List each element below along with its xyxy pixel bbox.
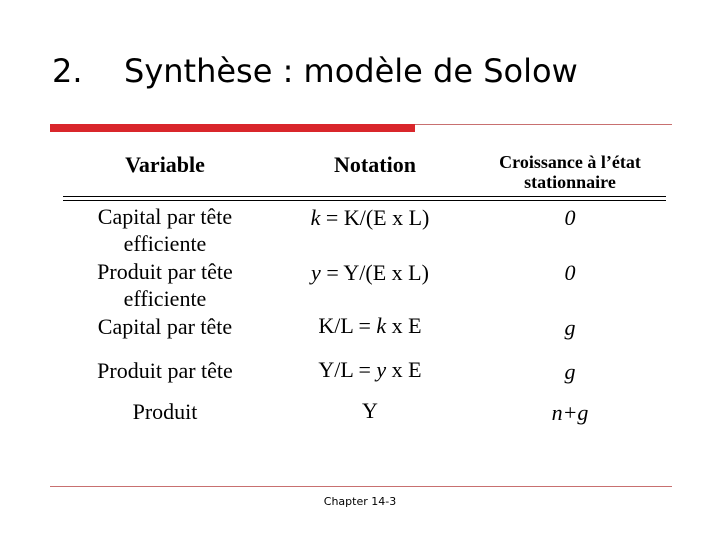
row2-notation-expr: = Y/(E x L): [320, 260, 429, 285]
slide-title: Synthèse : modèle de Solow: [124, 52, 578, 90]
slide-footer: Chapter 14-3: [323, 495, 397, 508]
header-double-rule-bottom: [63, 200, 666, 201]
row2-variable-line1: Produit par tête: [97, 259, 233, 284]
header-variable: Variable: [125, 152, 205, 177]
row5-growth: n+g: [551, 400, 589, 425]
row4-notation-pre: Y/L =: [318, 357, 377, 382]
row3-notation-pre: K/L =: [318, 313, 377, 338]
row4-growth: g: [564, 359, 576, 384]
row2-variable-line2: efficiente: [123, 286, 207, 311]
row3-variable: Capital par tête: [97, 314, 233, 339]
header-growth-line1: Croissance à l’état: [499, 152, 641, 172]
row1-variable-line2: efficiente: [123, 231, 207, 256]
header-growth: [470, 152, 670, 192]
row2-notation: [290, 260, 450, 286]
row2-notation-symbol: y: [311, 260, 321, 285]
row4-variable: Produit par tête: [97, 358, 233, 383]
row1-variable-line1: Capital par tête: [97, 204, 233, 229]
footer-rule: [50, 486, 672, 487]
row5-notation: Y: [362, 398, 378, 423]
row1-variable: [80, 203, 250, 257]
row1-growth: 0: [564, 205, 576, 230]
row4-notation: [290, 357, 450, 383]
row4-notation-symbol: y: [376, 357, 387, 382]
header-double-rule-top: [63, 196, 666, 197]
header-notation: Notation: [334, 152, 416, 177]
slide-number: 2.: [52, 52, 83, 90]
row3-growth: g: [564, 315, 576, 340]
row4-notation-post: x E: [386, 357, 422, 382]
row1-notation-symbol: k: [310, 205, 321, 230]
title-accent-bar: [50, 124, 415, 132]
row2-variable: [80, 258, 250, 312]
row3-notation-post: x E: [386, 313, 422, 338]
header-growth-line2: stationnaire: [524, 172, 616, 192]
row1-notation: [290, 205, 450, 231]
row3-notation-symbol: k: [376, 313, 387, 338]
row2-growth: 0: [564, 260, 576, 285]
row3-notation: [290, 313, 450, 339]
row5-variable: Produit: [132, 399, 198, 424]
row1-notation-expr: = K/(E x L): [320, 205, 430, 230]
